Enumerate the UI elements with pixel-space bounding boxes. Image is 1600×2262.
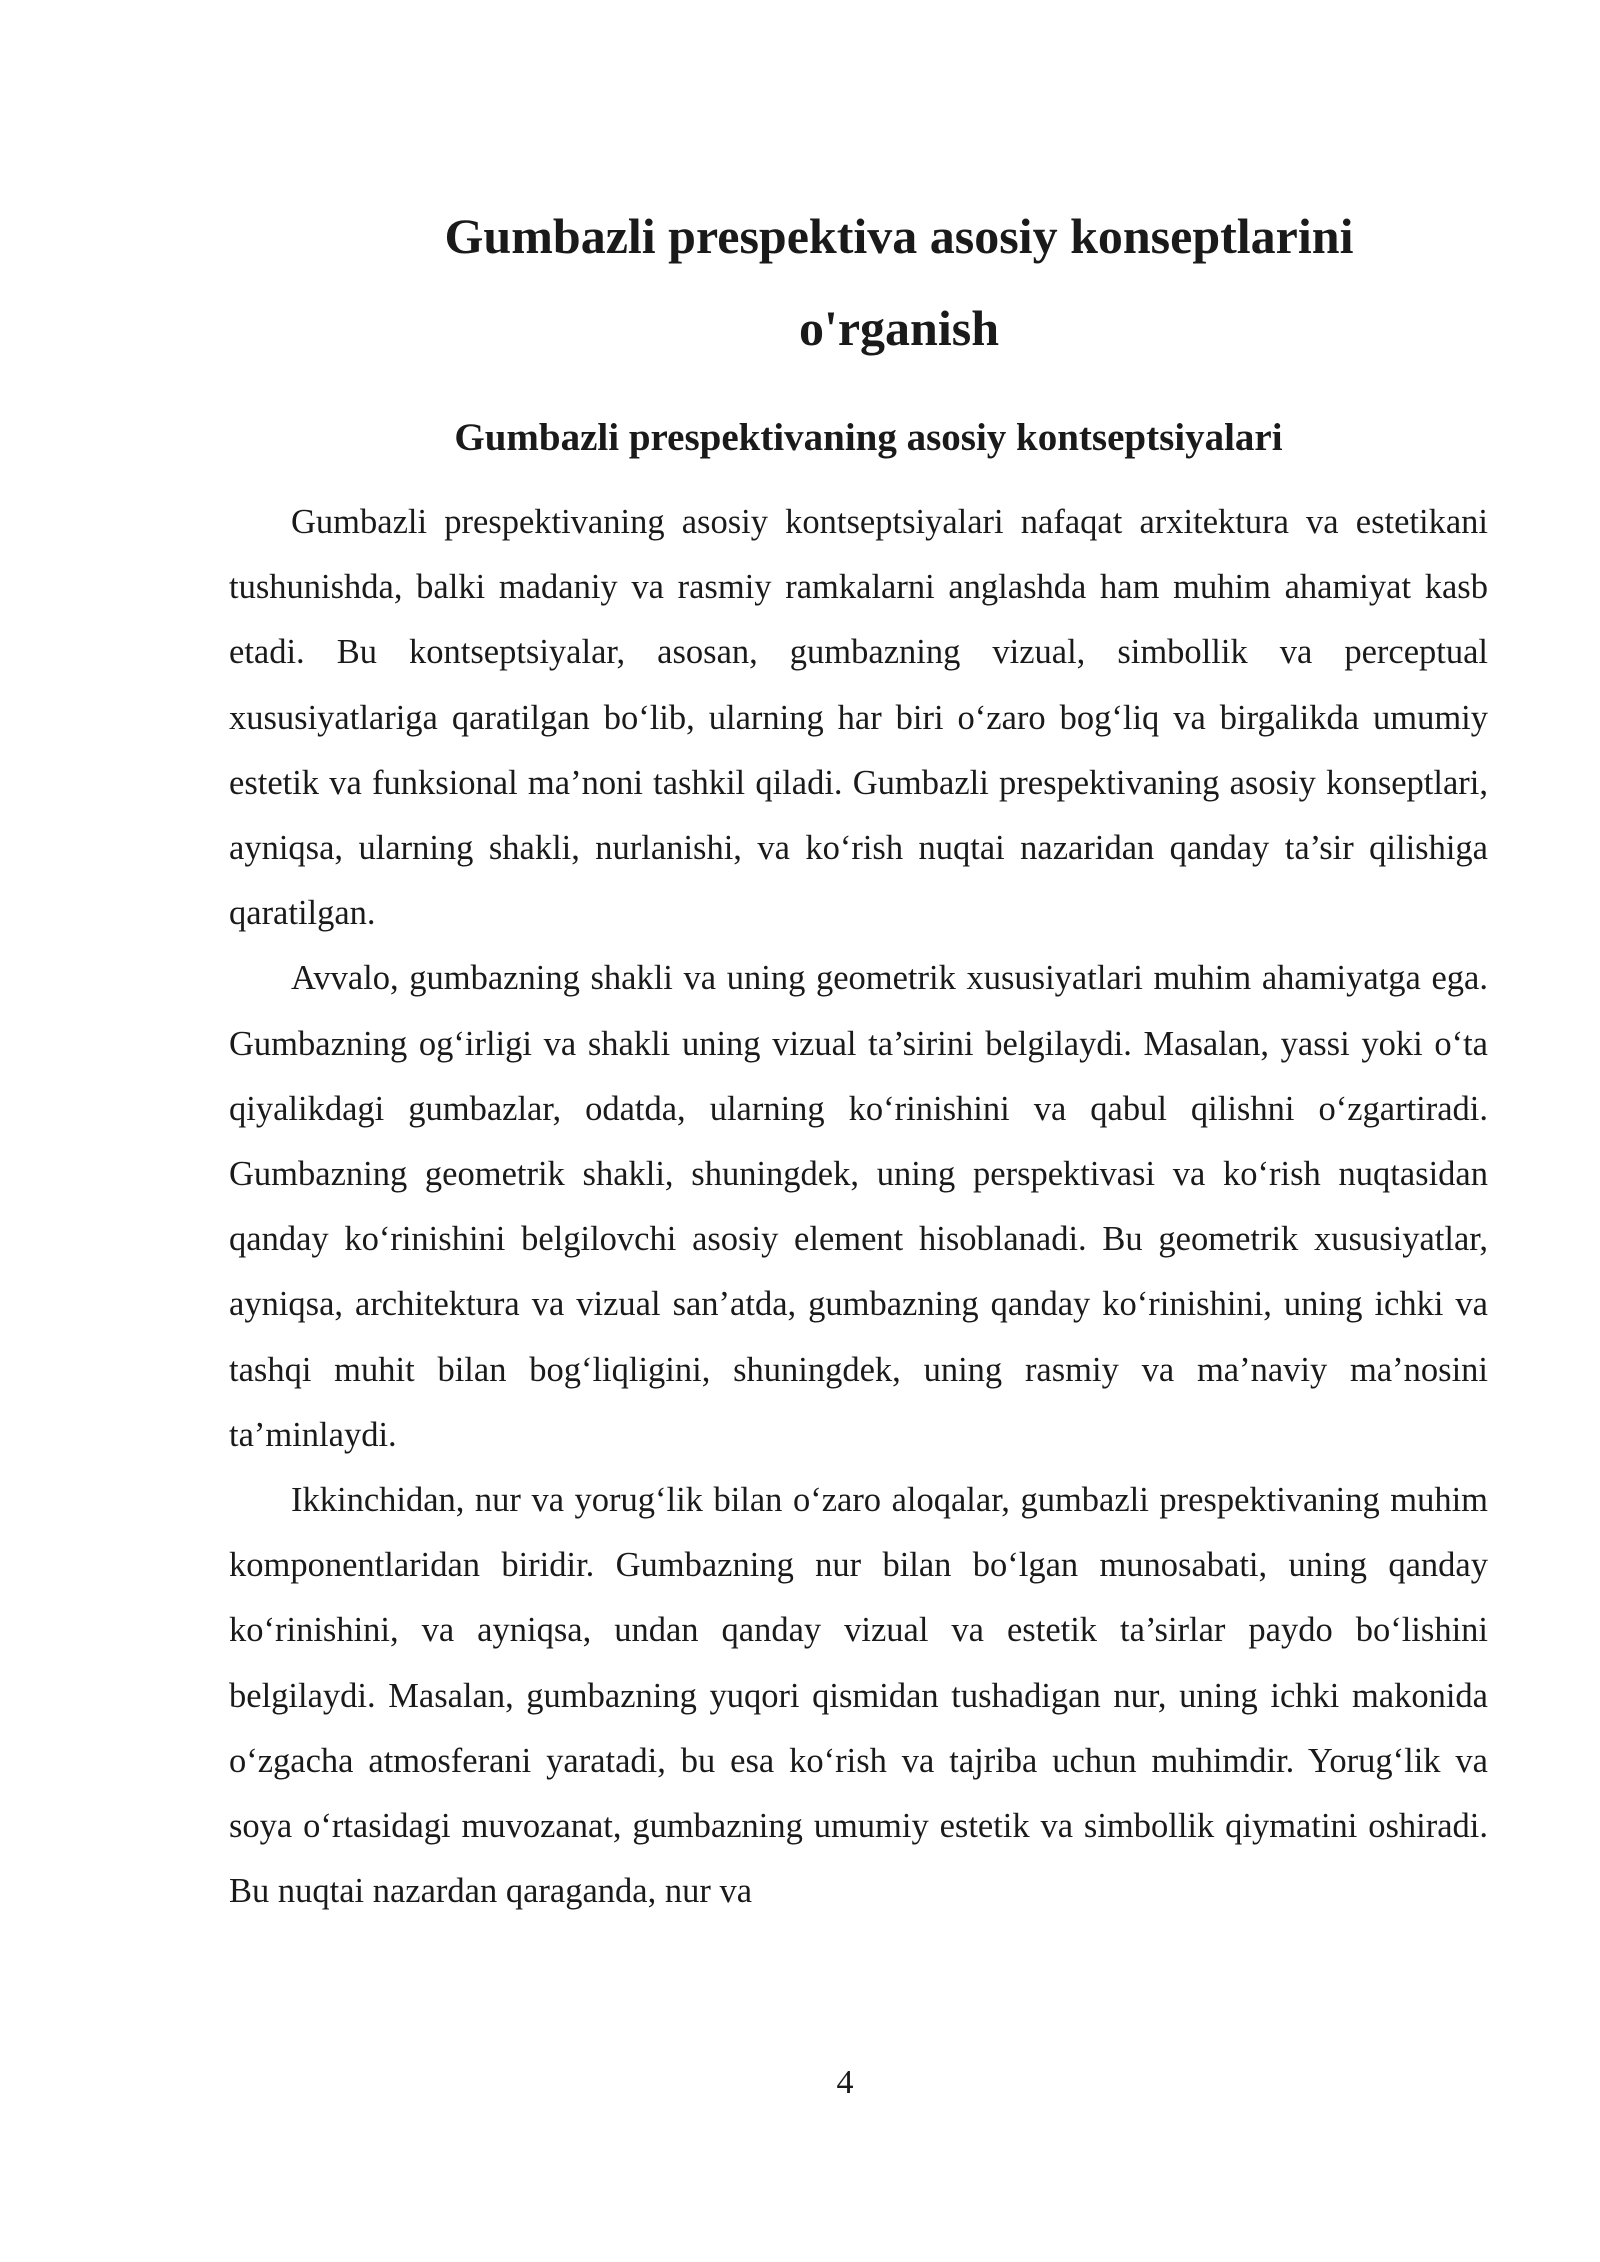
document-page: [229, 190, 1488, 1924]
paragraph-3: Ikkinchidan, nur va yorug‘lik bilan o‘zaro aloqalar, gumbazli prespektivaning muhim komponentlaridan biridir. Gumbazning nur bilan bo‘lgan munosabati, uning qanday ko‘rinishini, va ayniqsa, undan qanday vizual va estetik ta’sirlar paydo bo‘lishini belgilaydi. Masalan, gumbazning yuqori qismidan tushadigan nur, uning ichki makonida o‘zgacha atmosferani yaratadi, bu esa ko‘rish va tajriba uchun muhimdir. Yorug‘lik va soya o‘rtasidagi muvozanat, gumbazning umumiy estetik va simbollik qiymatini oshiradi. Bu nuqtai nazardan qaraganda, nur va: [229, 1481, 1488, 1911]
paragraph-1: Gumbazli prespektivaning asosiy kontseptsiyalari nafaqat arxitektura va estetikani tushunishda, balki madaniy va rasmiy ramkalarni anglashda ham muhim ahamiyat kasb etadi. Bu kontseptsiyalar, asosan, gumbazning vizual, simbollik va perceptual xususiyatlariga qaratilgan bo‘lib, ularning har biri o‘zaro bog‘liq va birgalikda umumiy estetik va funksional ma’noni tashkil qiladi. Gumbazli prespektivaning asosiy konseptlari, ayniqsa, ularning shakli, nurlanishi, va ko‘rish nuqtai nazaridan qanday ta’sir qilishiga qaratilgan.: [229, 503, 1488, 933]
body-text: [229, 490, 1488, 1924]
page-number: 4: [836, 2064, 854, 2101]
section-heading: Gumbazli prespektivaning asosiy kontseptsiyalari: [454, 416, 1283, 459]
paragraph-2: Avvalo, gumbazning shakli va uning geometrik xususiyatlari muhim ahamiyatga ega. Gumbazning og‘irligi va shakli uning vizual ta’sirini belgilaydi. Masalan, yassi yoki o‘ta qiyalikdagi gumbazlar, odatda, ularning ko‘rinishini va qabul qilishni o‘zgartiradi. Gumbazning geometrik shakli, shuningdek, uning perspektivasi va ko‘rish nuqtasidan qanday ko‘rinishini belgilovchi asosiy element hisoblanadi. Bu geometrik xususiyatlar, ayniqsa, architektura va vizual san’atda, gumbazning qanday ko‘rinishini, uning ichki va tashqi muhit bilan bog‘liqligini, shuningdek, uning rasmiy va ma’naviy ma’nosini ta’minlaydi.: [229, 959, 1488, 1454]
document-title: Gumbazli prespektiva asosiy konseptlarini o'rganish: [444, 208, 1354, 356]
